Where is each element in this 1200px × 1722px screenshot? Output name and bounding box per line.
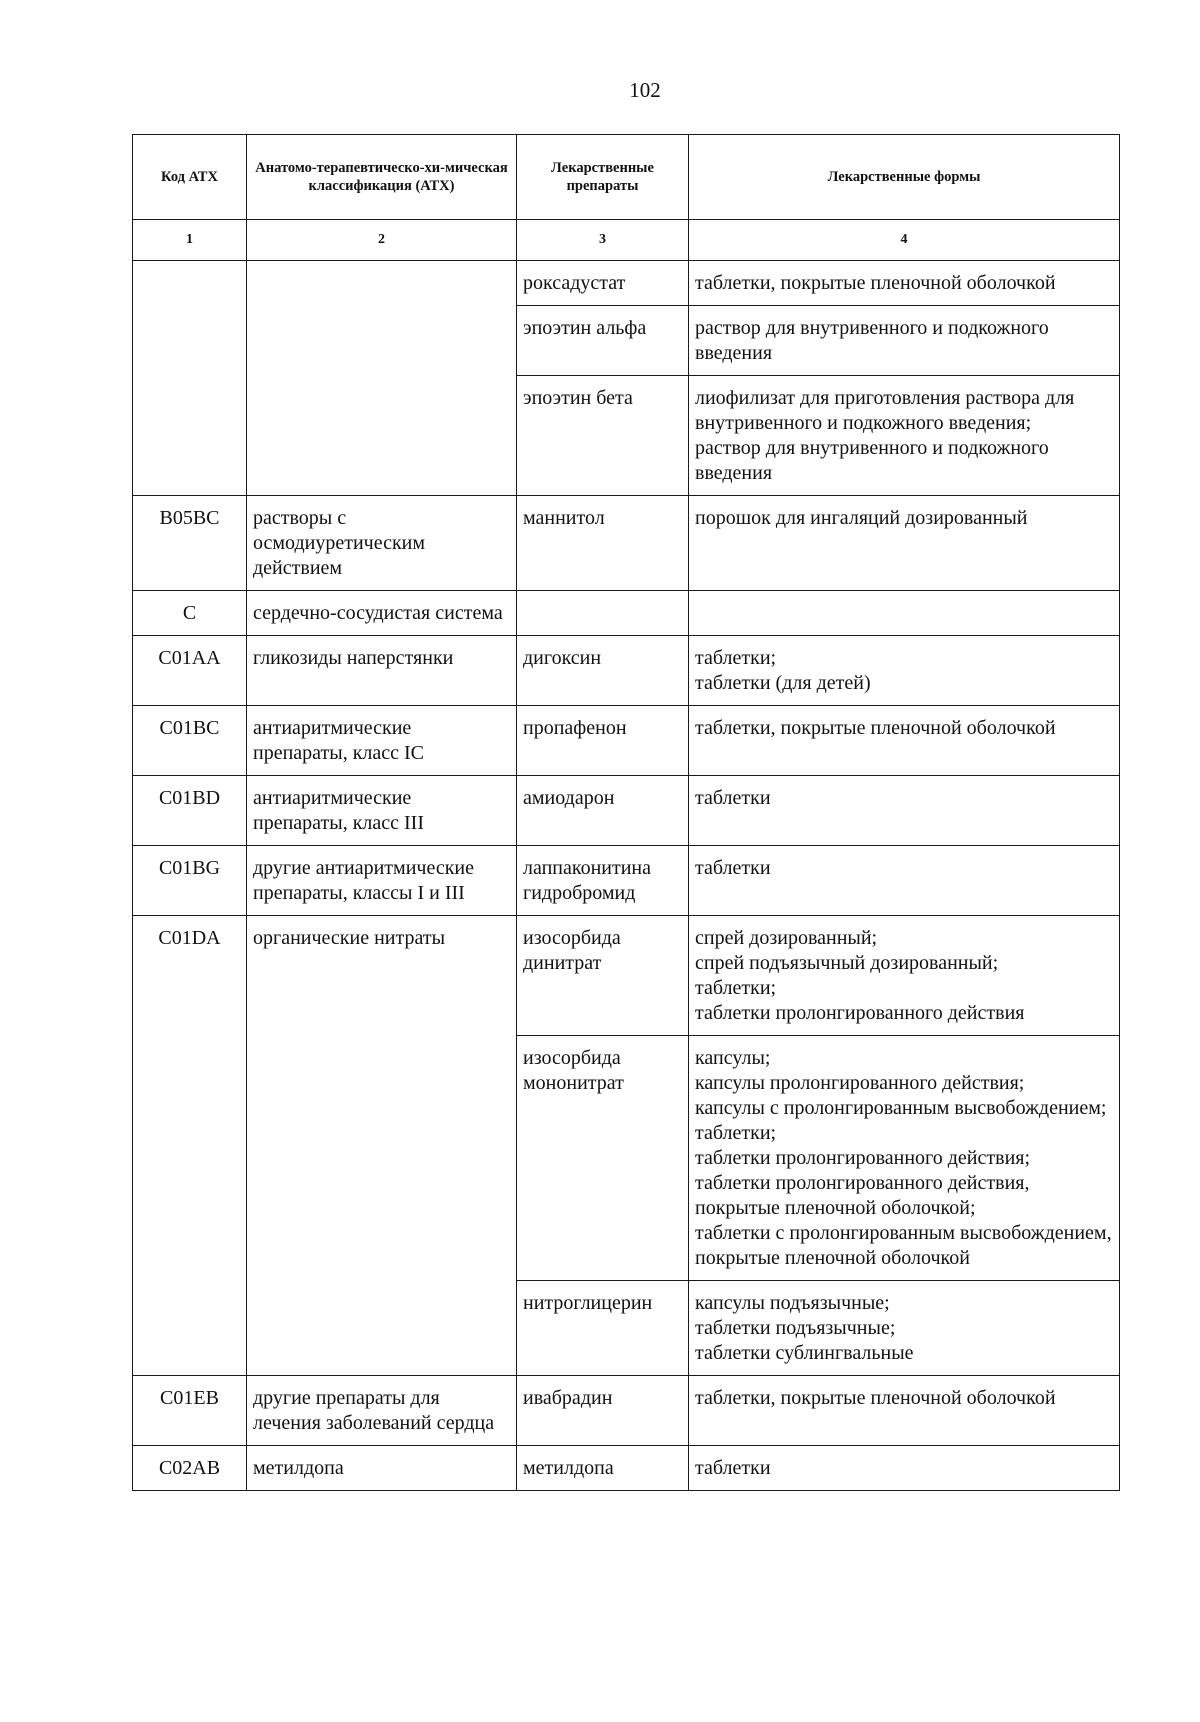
form-cell: таблетки	[689, 1446, 1120, 1491]
form-line: таблетки пролонгированного действия;	[695, 1147, 1031, 1169]
form-line: таблетки с пролонгированным высвобождением, покрытые пленочной оболочкой	[695, 1222, 1112, 1269]
form-cell	[689, 1036, 1120, 1281]
column-number: 3	[517, 220, 689, 261]
atc-code-cell: C01BD	[133, 776, 247, 846]
form-line: спрей дозированный;	[695, 927, 878, 949]
form-cell: порошок для ингаляций дозированный	[689, 496, 1120, 591]
drug-cell: нитроглицерин	[517, 1281, 689, 1376]
table-row	[133, 1376, 1120, 1446]
atc-drug-table	[132, 134, 1120, 1491]
form-cell	[689, 591, 1120, 636]
drug-cell: пропафенон	[517, 706, 689, 776]
atc-class-cell: антиаритмические препараты, класс III	[247, 776, 517, 846]
drug-cell: амиодарон	[517, 776, 689, 846]
atc-code-cell: C02AB	[133, 1446, 247, 1491]
form-cell: таблетки, покрытые пленочной оболочкой	[689, 261, 1120, 306]
drug-cell: изосорбида динитрат	[517, 916, 689, 1036]
atc-class-cell: антиаритмические препараты, класс IC	[247, 706, 517, 776]
form-cell: таблетки	[689, 846, 1120, 916]
drug-cell: маннитол	[517, 496, 689, 591]
table-row	[133, 1446, 1120, 1491]
form-line: таблетки пролонгированного действия, покрытые пленочной оболочкой;	[695, 1172, 1030, 1219]
table-row	[133, 846, 1120, 916]
table-row	[133, 496, 1120, 591]
drug-cell: лаппаконитина гидробромид	[517, 846, 689, 916]
form-cell	[689, 636, 1120, 706]
atc-class-cell: сердечно-сосудистая система	[247, 591, 517, 636]
drug-cell: роксадустат	[517, 261, 689, 306]
form-cell: раствор для внутривенного и подкожного введения	[689, 306, 1120, 376]
table-row	[133, 591, 1120, 636]
column-number: 2	[247, 220, 517, 261]
atc-class-cell: растворы с осмодиуретическим действием	[247, 496, 517, 591]
table-row	[133, 636, 1120, 706]
column-number: 1	[133, 220, 247, 261]
form-line: спрей подъязычный дозированный;	[695, 952, 999, 974]
form-cell: таблетки, покрытые пленочной оболочкой	[689, 1376, 1120, 1446]
atc-class-cell: органические нитраты	[247, 916, 517, 1376]
drug-cell	[517, 591, 689, 636]
atc-code-cell: C01DA	[133, 916, 247, 1376]
atc-code-cell: C01BC	[133, 706, 247, 776]
atc-code-cell	[133, 261, 247, 496]
form-line: раствор для внутривенного и подкожного введения	[695, 437, 1049, 484]
atc-class-cell: гликозиды наперстянки	[247, 636, 517, 706]
atc-class-cell	[247, 261, 517, 496]
header-dosage-forms: Лекарственные формы	[689, 135, 1120, 220]
atc-code-cell: C01AA	[133, 636, 247, 706]
drug-cell: ивабрадин	[517, 1376, 689, 1446]
form-cell	[689, 916, 1120, 1036]
atc-class-cell: метилдопа	[247, 1446, 517, 1491]
form-line: лиофилизат для приготовления раствора для внутривенного и подкожного введения;	[695, 387, 1075, 434]
form-line: капсулы;	[695, 1047, 771, 1069]
form-line: таблетки сублингвальные	[695, 1342, 914, 1364]
form-line: таблетки подъязычные;	[695, 1317, 896, 1339]
atc-code-cell: C01EB	[133, 1376, 247, 1446]
header-atc-classification: Анатомо-терапевтическо-хи-мическая классификация (АТХ)	[247, 135, 517, 220]
form-line: капсулы подъязычные;	[695, 1292, 890, 1314]
page-number: 102	[629, 78, 661, 102]
form-line: таблетки;	[695, 977, 777, 999]
form-cell: таблетки	[689, 776, 1120, 846]
form-line: капсулы пролонгированного действия;	[695, 1072, 1025, 1094]
header-drugs: Лекарственные препараты	[517, 135, 689, 220]
drug-cell: дигоксин	[517, 636, 689, 706]
drug-cell: метилдопа	[517, 1446, 689, 1491]
form-line: таблетки пролонгированного действия	[695, 1002, 1025, 1024]
drug-cell: эпоэтин бета	[517, 376, 689, 496]
form-cell: таблетки, покрытые пленочной оболочкой	[689, 706, 1120, 776]
form-line: капсулы с пролонгированным высвобождением;	[695, 1097, 1107, 1119]
form-cell	[689, 1281, 1120, 1376]
column-number: 4	[689, 220, 1120, 261]
drug-cell: эпоэтин альфа	[517, 306, 689, 376]
form-cell	[689, 376, 1120, 496]
atc-code-cell: C	[133, 591, 247, 636]
atc-code-cell: B05BC	[133, 496, 247, 591]
table-row	[133, 706, 1120, 776]
table-row	[133, 261, 1120, 306]
drug-cell: изосорбида мононитрат	[517, 1036, 689, 1281]
atc-class-cell: другие антиаритмические препараты, классы I и III	[247, 846, 517, 916]
atc-class-cell: другие препараты для лечения заболеваний сердца	[247, 1376, 517, 1446]
form-line: таблетки;	[695, 647, 777, 669]
form-line: таблетки;	[695, 1122, 777, 1144]
form-line: таблетки (для детей)	[695, 672, 871, 694]
table-row	[133, 776, 1120, 846]
atc-code-cell: C01BG	[133, 846, 247, 916]
header-atc-code: Код АТХ	[133, 135, 247, 220]
table-row	[133, 916, 1120, 1036]
